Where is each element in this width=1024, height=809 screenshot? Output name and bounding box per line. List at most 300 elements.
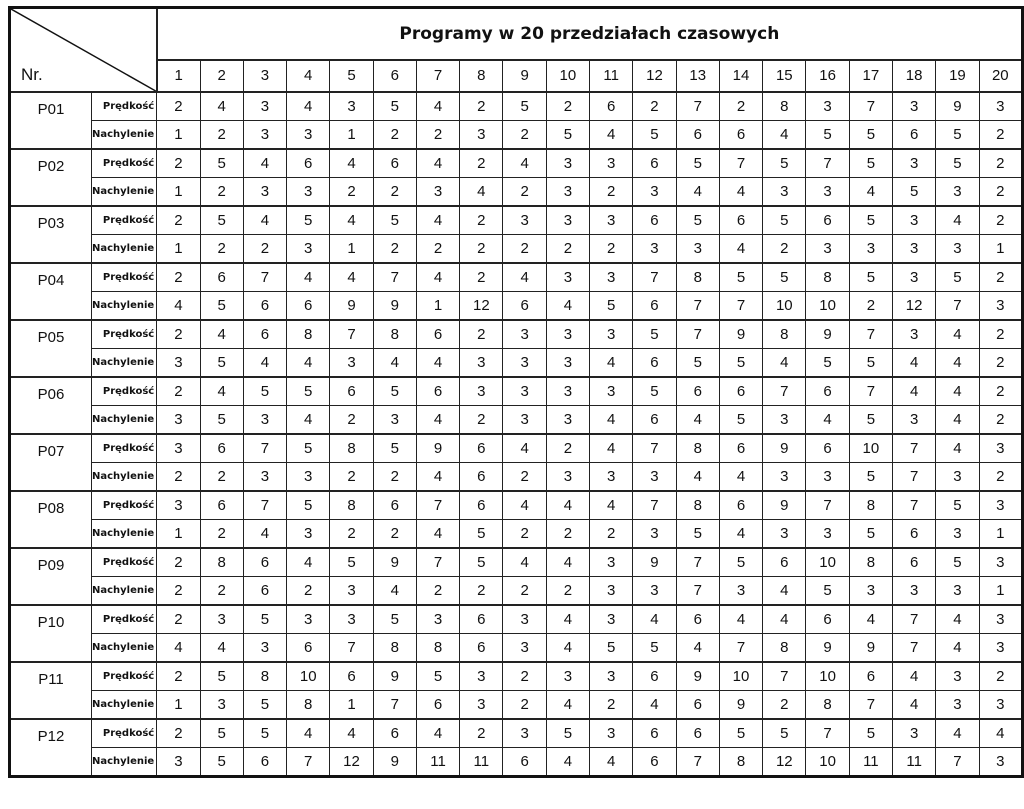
incline-value: 2 bbox=[979, 349, 1022, 378]
incline-value: 2 bbox=[373, 520, 416, 549]
table-row bbox=[10, 292, 1023, 321]
incline-value: 3 bbox=[979, 292, 1022, 321]
table-row bbox=[10, 377, 1023, 406]
incline-value: 6 bbox=[676, 121, 719, 150]
incline-value: 3 bbox=[979, 691, 1022, 720]
speed-value: 7 bbox=[676, 320, 719, 349]
speed-value: 5 bbox=[633, 320, 676, 349]
speed-value: 6 bbox=[806, 434, 849, 463]
speed-value: 3 bbox=[157, 434, 200, 463]
incline-value: 3 bbox=[590, 463, 633, 492]
speed-value: 6 bbox=[200, 434, 243, 463]
speed-value: 3 bbox=[590, 605, 633, 634]
incline-value: 5 bbox=[676, 520, 719, 549]
table-row bbox=[10, 520, 1023, 549]
incline-value: 1 bbox=[157, 520, 200, 549]
column-number-16: 16 bbox=[806, 60, 849, 92]
incline-value: 5 bbox=[460, 520, 503, 549]
incline-value: 2 bbox=[373, 235, 416, 264]
speed-value: 8 bbox=[849, 548, 892, 577]
incline-value: 2 bbox=[763, 235, 806, 264]
incline-value: 5 bbox=[200, 349, 243, 378]
speed-value: 6 bbox=[633, 206, 676, 235]
speed-value: 4 bbox=[416, 149, 459, 178]
incline-value: 3 bbox=[763, 520, 806, 549]
incline-value: 2 bbox=[416, 121, 459, 150]
speed-value: 4 bbox=[287, 263, 330, 292]
incline-value: 5 bbox=[849, 463, 892, 492]
incline-value: 6 bbox=[460, 634, 503, 663]
speed-value: 3 bbox=[893, 719, 936, 748]
speed-value: 7 bbox=[633, 491, 676, 520]
speed-value: 5 bbox=[200, 149, 243, 178]
incline-value: 2 bbox=[373, 463, 416, 492]
speed-value: 6 bbox=[763, 548, 806, 577]
speed-value: 3 bbox=[243, 92, 286, 121]
column-number-4: 4 bbox=[287, 60, 330, 92]
table-row bbox=[10, 320, 1023, 349]
incline-value: 8 bbox=[416, 634, 459, 663]
incline-value: 6 bbox=[633, 406, 676, 435]
program-table-container bbox=[8, 6, 1024, 778]
speed-value: 7 bbox=[806, 491, 849, 520]
speed-value: 6 bbox=[416, 320, 459, 349]
speed-value: 2 bbox=[157, 320, 200, 349]
incline-value: 3 bbox=[806, 178, 849, 207]
incline-value: 3 bbox=[287, 520, 330, 549]
speed-value: 6 bbox=[460, 434, 503, 463]
incline-label: Nachylenie bbox=[91, 121, 156, 150]
speed-value: 3 bbox=[546, 377, 589, 406]
speed-value: 2 bbox=[979, 320, 1022, 349]
incline-value: 2 bbox=[416, 577, 459, 606]
incline-value: 9 bbox=[373, 748, 416, 777]
incline-value: 2 bbox=[503, 235, 546, 264]
program-id: P09 bbox=[10, 548, 92, 605]
table-row bbox=[10, 491, 1023, 520]
speed-value: 6 bbox=[287, 149, 330, 178]
incline-value: 3 bbox=[373, 406, 416, 435]
incline-value: 7 bbox=[936, 292, 979, 321]
speed-value: 2 bbox=[979, 206, 1022, 235]
incline-value: 1 bbox=[330, 121, 373, 150]
speed-value: 6 bbox=[590, 92, 633, 121]
incline-value: 9 bbox=[373, 292, 416, 321]
program-id: P05 bbox=[10, 320, 92, 377]
incline-value: 1 bbox=[416, 292, 459, 321]
speed-value: 7 bbox=[849, 320, 892, 349]
speed-value: 7 bbox=[893, 605, 936, 634]
speed-value: 4 bbox=[503, 263, 546, 292]
incline-value: 2 bbox=[503, 178, 546, 207]
column-number-5: 5 bbox=[330, 60, 373, 92]
speed-value: 3 bbox=[590, 548, 633, 577]
incline-value: 3 bbox=[200, 691, 243, 720]
table-row bbox=[10, 548, 1023, 577]
incline-value: 3 bbox=[546, 406, 589, 435]
nr-label: Nr. bbox=[21, 65, 43, 84]
incline-value: 2 bbox=[330, 463, 373, 492]
incline-value: 3 bbox=[633, 520, 676, 549]
speed-value: 4 bbox=[893, 377, 936, 406]
speed-value: 3 bbox=[979, 92, 1022, 121]
speed-value: 3 bbox=[979, 434, 1022, 463]
incline-value: 2 bbox=[157, 577, 200, 606]
incline-value: 3 bbox=[157, 748, 200, 777]
incline-value: 3 bbox=[936, 235, 979, 264]
speed-value: 8 bbox=[287, 320, 330, 349]
speed-label: Prędkość bbox=[91, 719, 156, 748]
table-row bbox=[10, 691, 1023, 720]
speed-label: Prędkość bbox=[91, 491, 156, 520]
incline-value: 2 bbox=[373, 178, 416, 207]
incline-value: 3 bbox=[719, 577, 762, 606]
incline-value: 6 bbox=[893, 121, 936, 150]
speed-value: 9 bbox=[763, 434, 806, 463]
speed-value: 6 bbox=[806, 605, 849, 634]
speed-value: 3 bbox=[936, 662, 979, 691]
incline-value: 4 bbox=[806, 406, 849, 435]
speed-value: 3 bbox=[546, 263, 589, 292]
incline-value: 6 bbox=[243, 577, 286, 606]
speed-value: 7 bbox=[763, 662, 806, 691]
speed-value: 8 bbox=[200, 548, 243, 577]
incline-value: 2 bbox=[460, 235, 503, 264]
incline-value: 5 bbox=[893, 178, 936, 207]
speed-value: 9 bbox=[763, 491, 806, 520]
incline-value: 8 bbox=[763, 634, 806, 663]
speed-value: 3 bbox=[330, 92, 373, 121]
incline-label: Nachylenie bbox=[91, 634, 156, 663]
incline-value: 5 bbox=[200, 406, 243, 435]
speed-value: 2 bbox=[979, 662, 1022, 691]
program-id: P07 bbox=[10, 434, 92, 491]
incline-value: 4 bbox=[546, 634, 589, 663]
incline-value: 3 bbox=[806, 463, 849, 492]
incline-value: 2 bbox=[330, 520, 373, 549]
speed-value: 3 bbox=[806, 92, 849, 121]
speed-value: 6 bbox=[719, 434, 762, 463]
speed-value: 7 bbox=[416, 491, 459, 520]
speed-value: 5 bbox=[330, 548, 373, 577]
column-number-10: 10 bbox=[546, 60, 589, 92]
incline-value: 11 bbox=[893, 748, 936, 777]
speed-value: 5 bbox=[243, 605, 286, 634]
speed-value: 4 bbox=[849, 605, 892, 634]
incline-value: 4 bbox=[243, 520, 286, 549]
speed-value: 6 bbox=[200, 263, 243, 292]
speed-value: 10 bbox=[287, 662, 330, 691]
speed-value: 3 bbox=[546, 320, 589, 349]
incline-value: 3 bbox=[590, 577, 633, 606]
column-number-11: 11 bbox=[590, 60, 633, 92]
program-table bbox=[8, 6, 1024, 778]
incline-value: 6 bbox=[633, 349, 676, 378]
speed-value: 5 bbox=[243, 377, 286, 406]
speed-value: 3 bbox=[590, 149, 633, 178]
incline-value: 7 bbox=[373, 691, 416, 720]
speed-value: 2 bbox=[633, 92, 676, 121]
speed-value: 5 bbox=[936, 491, 979, 520]
incline-value: 5 bbox=[849, 406, 892, 435]
incline-value: 1 bbox=[979, 577, 1022, 606]
speed-value: 5 bbox=[287, 377, 330, 406]
incline-value: 4 bbox=[416, 406, 459, 435]
speed-value: 7 bbox=[373, 263, 416, 292]
incline-value: 3 bbox=[893, 406, 936, 435]
incline-value: 5 bbox=[849, 520, 892, 549]
speed-value: 4 bbox=[590, 434, 633, 463]
speed-value: 5 bbox=[763, 206, 806, 235]
incline-value: 2 bbox=[287, 577, 330, 606]
incline-value: 6 bbox=[416, 691, 459, 720]
incline-value: 9 bbox=[849, 634, 892, 663]
incline-value: 4 bbox=[893, 691, 936, 720]
table-row bbox=[10, 235, 1023, 264]
incline-value: 1 bbox=[157, 121, 200, 150]
speed-value: 7 bbox=[719, 149, 762, 178]
incline-value: 12 bbox=[763, 748, 806, 777]
speed-value: 7 bbox=[633, 434, 676, 463]
incline-value: 2 bbox=[979, 178, 1022, 207]
speed-value: 7 bbox=[806, 719, 849, 748]
speed-value: 8 bbox=[330, 491, 373, 520]
speed-value: 9 bbox=[373, 662, 416, 691]
incline-value: 3 bbox=[936, 691, 979, 720]
speed-value: 4 bbox=[416, 92, 459, 121]
incline-value: 2 bbox=[200, 178, 243, 207]
speed-value: 2 bbox=[546, 434, 589, 463]
speed-value: 5 bbox=[676, 149, 719, 178]
incline-value: 4 bbox=[157, 292, 200, 321]
incline-value: 6 bbox=[503, 292, 546, 321]
incline-value: 2 bbox=[763, 691, 806, 720]
speed-value: 4 bbox=[936, 605, 979, 634]
incline-value: 2 bbox=[590, 520, 633, 549]
speed-value: 3 bbox=[460, 377, 503, 406]
speed-value: 6 bbox=[633, 149, 676, 178]
incline-value: 4 bbox=[590, 121, 633, 150]
speed-value: 3 bbox=[979, 491, 1022, 520]
speed-value: 5 bbox=[676, 206, 719, 235]
speed-value: 7 bbox=[243, 491, 286, 520]
incline-value: 2 bbox=[849, 292, 892, 321]
incline-value: 4 bbox=[416, 463, 459, 492]
speed-value: 2 bbox=[460, 92, 503, 121]
incline-value: 1 bbox=[979, 520, 1022, 549]
speed-value: 7 bbox=[416, 548, 459, 577]
speed-value: 4 bbox=[200, 320, 243, 349]
speed-value: 3 bbox=[590, 719, 633, 748]
speed-value: 3 bbox=[893, 320, 936, 349]
speed-value: 2 bbox=[157, 206, 200, 235]
incline-label: Nachylenie bbox=[91, 178, 156, 207]
speed-value: 6 bbox=[633, 662, 676, 691]
incline-value: 3 bbox=[936, 463, 979, 492]
speed-value: 5 bbox=[849, 719, 892, 748]
speed-value: 2 bbox=[503, 662, 546, 691]
speed-value: 6 bbox=[719, 377, 762, 406]
speed-value: 4 bbox=[633, 605, 676, 634]
table-row bbox=[10, 748, 1023, 777]
speed-value: 3 bbox=[503, 320, 546, 349]
speed-value: 6 bbox=[676, 377, 719, 406]
column-number-17: 17 bbox=[849, 60, 892, 92]
incline-value: 7 bbox=[936, 748, 979, 777]
incline-value: 4 bbox=[849, 178, 892, 207]
incline-label: Nachylenie bbox=[91, 406, 156, 435]
table-row bbox=[10, 434, 1023, 463]
incline-value: 8 bbox=[806, 691, 849, 720]
incline-value: 2 bbox=[503, 463, 546, 492]
speed-value: 4 bbox=[546, 605, 589, 634]
incline-value: 9 bbox=[719, 691, 762, 720]
incline-value: 1 bbox=[157, 178, 200, 207]
speed-value: 3 bbox=[590, 320, 633, 349]
incline-value: 3 bbox=[893, 577, 936, 606]
incline-value: 3 bbox=[416, 178, 459, 207]
speed-value: 8 bbox=[243, 662, 286, 691]
incline-value: 4 bbox=[763, 577, 806, 606]
speed-value: 2 bbox=[460, 263, 503, 292]
speed-value: 4 bbox=[590, 491, 633, 520]
incline-value: 6 bbox=[460, 463, 503, 492]
table-row bbox=[10, 634, 1023, 663]
table-row bbox=[10, 349, 1023, 378]
speed-value: 3 bbox=[546, 149, 589, 178]
incline-label: Nachylenie bbox=[91, 691, 156, 720]
speed-value: 5 bbox=[373, 377, 416, 406]
speed-value: 7 bbox=[676, 92, 719, 121]
incline-value: 5 bbox=[633, 121, 676, 150]
incline-value: 3 bbox=[849, 235, 892, 264]
speed-value: 5 bbox=[719, 719, 762, 748]
speed-value: 5 bbox=[936, 548, 979, 577]
speed-value: 2 bbox=[979, 263, 1022, 292]
speed-value: 4 bbox=[503, 149, 546, 178]
incline-value: 6 bbox=[676, 691, 719, 720]
table-row bbox=[10, 121, 1023, 150]
incline-value: 3 bbox=[460, 121, 503, 150]
incline-value: 2 bbox=[503, 691, 546, 720]
speed-value: 3 bbox=[893, 92, 936, 121]
incline-value: 12 bbox=[893, 292, 936, 321]
speed-value: 9 bbox=[806, 320, 849, 349]
speed-value: 4 bbox=[287, 719, 330, 748]
incline-value: 3 bbox=[243, 178, 286, 207]
speed-value: 4 bbox=[416, 719, 459, 748]
speed-value: 4 bbox=[243, 206, 286, 235]
incline-value: 11 bbox=[416, 748, 459, 777]
column-number-12: 12 bbox=[633, 60, 676, 92]
speed-value: 4 bbox=[546, 491, 589, 520]
speed-value: 6 bbox=[460, 605, 503, 634]
table-row bbox=[10, 206, 1023, 235]
speed-value: 8 bbox=[806, 263, 849, 292]
incline-value: 3 bbox=[460, 691, 503, 720]
table-row bbox=[10, 92, 1023, 121]
speed-value: 5 bbox=[373, 605, 416, 634]
incline-value: 3 bbox=[806, 520, 849, 549]
incline-value: 1 bbox=[157, 691, 200, 720]
column-number-row bbox=[10, 60, 1023, 92]
incline-value: 4 bbox=[546, 292, 589, 321]
speed-value: 6 bbox=[719, 491, 762, 520]
column-number-15: 15 bbox=[763, 60, 806, 92]
speed-label: Prędkość bbox=[91, 263, 156, 292]
incline-value: 3 bbox=[936, 178, 979, 207]
speed-value: 4 bbox=[330, 719, 373, 748]
incline-value: 4 bbox=[200, 634, 243, 663]
incline-value: 4 bbox=[546, 691, 589, 720]
speed-value: 6 bbox=[416, 377, 459, 406]
incline-value: 4 bbox=[157, 634, 200, 663]
speed-value: 2 bbox=[460, 320, 503, 349]
speed-label: Prędkość bbox=[91, 548, 156, 577]
program-id: P04 bbox=[10, 263, 92, 320]
column-number-18: 18 bbox=[893, 60, 936, 92]
incline-value: 8 bbox=[373, 634, 416, 663]
incline-value: 5 bbox=[200, 748, 243, 777]
speed-value: 2 bbox=[460, 206, 503, 235]
speed-value: 3 bbox=[590, 263, 633, 292]
speed-value: 4 bbox=[503, 434, 546, 463]
incline-value: 4 bbox=[590, 406, 633, 435]
speed-value: 3 bbox=[546, 662, 589, 691]
speed-value: 9 bbox=[633, 548, 676, 577]
column-number-7: 7 bbox=[416, 60, 459, 92]
incline-value: 3 bbox=[633, 577, 676, 606]
speed-value: 4 bbox=[330, 206, 373, 235]
incline-value: 3 bbox=[330, 577, 373, 606]
speed-value: 7 bbox=[893, 434, 936, 463]
incline-value: 1 bbox=[157, 235, 200, 264]
speed-value: 7 bbox=[763, 377, 806, 406]
speed-value: 5 bbox=[287, 206, 330, 235]
speed-value: 7 bbox=[849, 377, 892, 406]
speed-label: Prędkość bbox=[91, 206, 156, 235]
speed-value: 2 bbox=[157, 662, 200, 691]
incline-value: 2 bbox=[373, 121, 416, 150]
speed-value: 3 bbox=[503, 377, 546, 406]
speed-value: 6 bbox=[373, 719, 416, 748]
speed-value: 7 bbox=[330, 320, 373, 349]
speed-value: 5 bbox=[416, 662, 459, 691]
speed-value: 4 bbox=[287, 92, 330, 121]
speed-value: 2 bbox=[157, 92, 200, 121]
speed-value: 6 bbox=[719, 206, 762, 235]
speed-value: 8 bbox=[676, 263, 719, 292]
speed-value: 7 bbox=[676, 548, 719, 577]
speed-value: 2 bbox=[157, 149, 200, 178]
incline-value: 2 bbox=[503, 520, 546, 549]
incline-value: 3 bbox=[243, 463, 286, 492]
speed-value: 3 bbox=[157, 491, 200, 520]
incline-value: 11 bbox=[849, 748, 892, 777]
speed-value: 8 bbox=[763, 92, 806, 121]
speed-value: 5 bbox=[763, 719, 806, 748]
incline-value: 7 bbox=[893, 634, 936, 663]
incline-value: 5 bbox=[719, 406, 762, 435]
incline-value: 4 bbox=[416, 520, 459, 549]
speed-label: Prędkość bbox=[91, 662, 156, 691]
speed-value: 3 bbox=[330, 605, 373, 634]
incline-value: 3 bbox=[546, 178, 589, 207]
incline-value: 3 bbox=[287, 235, 330, 264]
incline-value: 7 bbox=[893, 463, 936, 492]
incline-value: 4 bbox=[676, 634, 719, 663]
speed-value: 5 bbox=[849, 149, 892, 178]
